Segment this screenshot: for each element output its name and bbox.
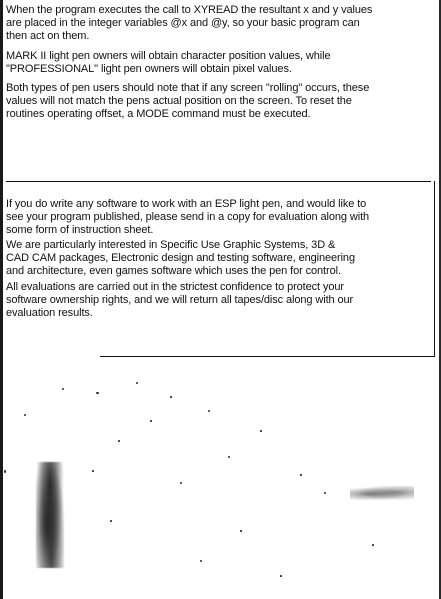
section-divider xyxy=(6,181,431,182)
box-bottom-border xyxy=(100,356,435,357)
paragraph-interest-areas: We are particularly interested in Specific Use Graphic Systems, 3D & CAD CAM packages, Electronic design and testing software, engineering and architecture, even games software which uses the pen for control. xyxy=(6,239,355,277)
box-right-border xyxy=(434,181,435,356)
paragraph-screen-rolling-note: Both types of pen users should note that if any screen "rolling" occurs, these values will not match the pens actual position on the screen. To reset the routines operating offset, a MODE command must be executed. xyxy=(6,82,370,120)
paragraph-mark-ii-vs-professional: MARK II light pen owners will obtain character position values, while "PROFESSIONAL" light pen owners will obtain pixel values. xyxy=(6,50,331,75)
paragraph-xyread-call: When the program executes the call to XYREAD the resultant x and y values are placed in the integer variables @x and @y, so your basic program can then act on them. xyxy=(6,4,373,42)
paragraph-confidentiality: All evaluations are carried out in the strictest confidence to protect your software ownership rights, and we will return all tapes/disc along with our evaluation results. xyxy=(6,281,354,319)
ink-smudge-left xyxy=(36,462,64,568)
scan-left-edge xyxy=(0,0,3,599)
paragraph-submit-software: If you do write any software to work with an ESP light pen, and would like to see your program published, please send in a copy for evaluation along with some form of instruction sheet. xyxy=(6,198,370,236)
ink-smudge-right xyxy=(350,486,414,502)
